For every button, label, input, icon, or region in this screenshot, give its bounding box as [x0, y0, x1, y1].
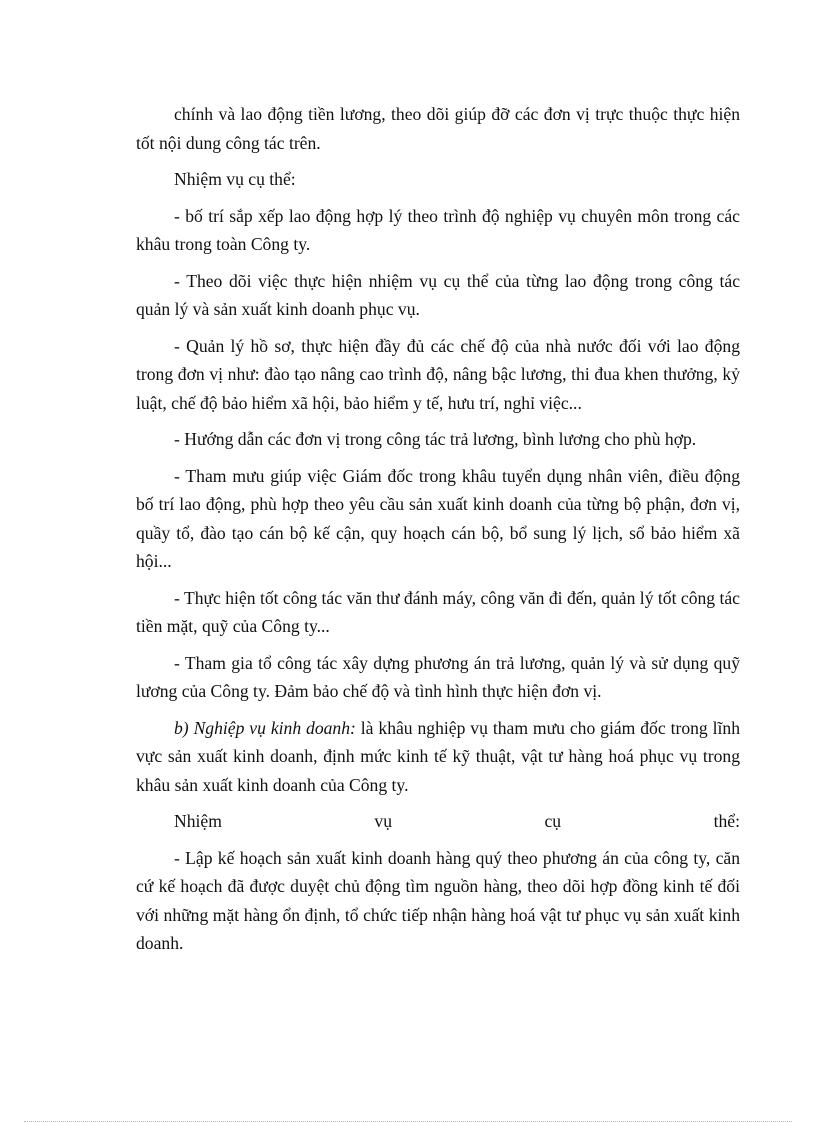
- paragraph-intro-continuation: chính và lao động tiền lương, theo dõi giúp đỡ các đơn vị trực thuộc thực hiện tốt nội dung công tác trên.: [136, 104, 740, 153]
- task-item-salary-guidance: - Hướng dẫn các đơn vị trong công tác trả lương, bình lương cho phù hợp.: [174, 429, 697, 449]
- task-item-staff-arrangement: - bố trí sắp xếp lao động hợp lý theo trình độ nghiệp vụ chuyên môn trong các khâu trong toàn Công ty.: [136, 205, 740, 254]
- tasks-label-word: vụ: [374, 811, 392, 831]
- section-b-heading: b) Nghiệp vụ kinh doanh:: [174, 717, 356, 738]
- tasks-label-word: cụ: [544, 811, 562, 831]
- footer-divider: [24, 1121, 792, 1122]
- tasks-label: Nhiệm vụ cụ thể:: [174, 169, 296, 189]
- section-b-text: là khâu nghiệp vụ tham mưu cho giám đốc trong lĩnh vực sản xuất kinh doanh, định mức kinh tế kỹ thuật, vật tư hàng hoá phục vụ trong khâu sản xuất kinh doanh của Công ty.: [136, 717, 740, 795]
- task-item-clerical-work: - Thực hiện tốt công tác văn thư đánh máy, công văn đi đến, quản lý tốt công tác tiền mặt, quỹ của Công ty...: [136, 587, 740, 636]
- tasks-label-word: thể:: [713, 811, 740, 831]
- task-item-recruitment-advice: - Tham mưu giúp việc Giám đốc trong khâu tuyển dụng nhân viên, điều động bố trí lao động, phù hợp theo yêu cầu sản xuất kinh doanh của từng bộ phận, đơn vị, quầy tổ, đào tạo cán bộ kế cận, quy hoạch cán bộ, bổ sung lý lịch, sổ bảo hiểm xã hội...: [136, 465, 740, 571]
- document-body: [136, 100, 740, 966]
- task-item-business-plan: - Lập kế hoạch sản xuất kinh doanh hàng quý theo phương án của công ty, căn cứ kế hoạch đã được duyệt chủ động tìm nguồn hàng, theo dõi hợp đồng kinh tế đối với những mặt hàng ổn định, tổ chức tiếp nhận hàng hoá vật tư phục vụ sản xuất kinh doanh.: [136, 847, 740, 953]
- tasks-label-spread: [136, 807, 740, 836]
- task-item-records-management: - Quản lý hồ sơ, thực hiện đầy đủ các chế độ của nhà nước đối với lao động trong đơn vị như: đào tạo nâng cao trình độ, nâng bậc lương, thi đua khen thưởng, kỷ luật, chế độ bảo hiểm xã hội, bảo hiểm y tế, hưu trí, nghỉ việc...: [136, 335, 740, 413]
- task-item-monitoring: - Theo dõi việc thực hiện nhiệm vụ cụ thể của từng lao động trong công tác quản lý và sản xuất kinh doanh phục vụ.: [136, 270, 740, 319]
- task-item-salary-plan: - Tham gia tổ công tác xây dựng phương án trả lương, quản lý và sử dụng quỹ lương của Công ty. Đảm bảo chế độ và tình hình thực hiện đơn vị.: [136, 652, 740, 701]
- section-b-paragraph: [136, 714, 740, 800]
- tasks-label-word: Nhiệm: [174, 811, 222, 831]
